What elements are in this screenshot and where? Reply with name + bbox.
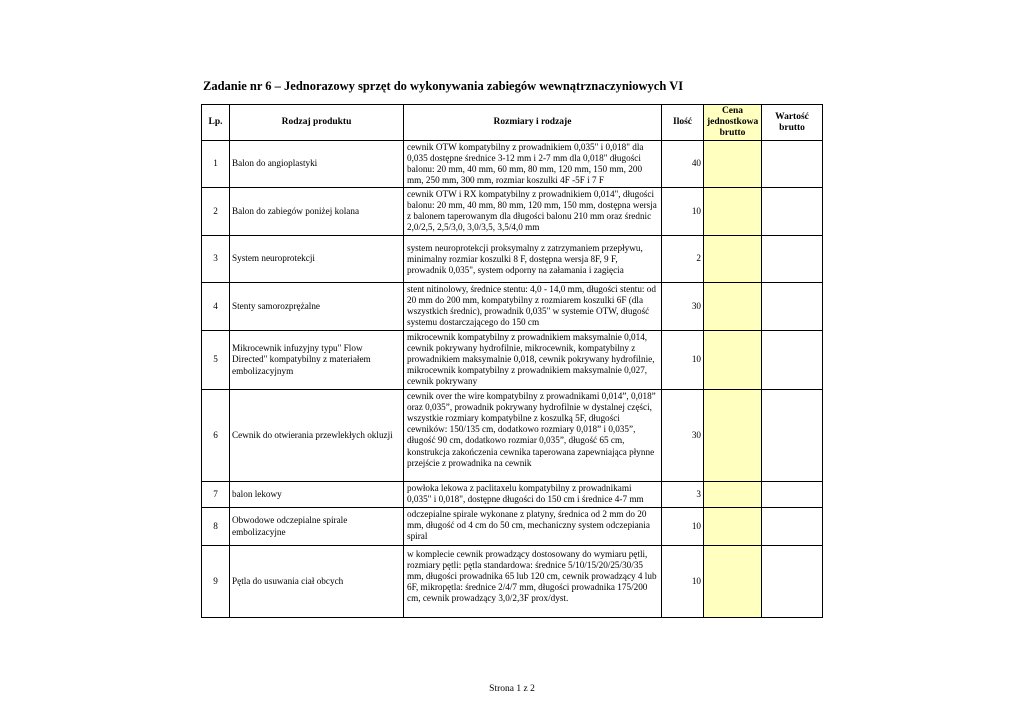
row-total-value-cell[interactable]: [762, 283, 823, 331]
table-row: [202, 546, 823, 618]
row-total-value-cell[interactable]: [762, 546, 823, 618]
row-product: System neuroprotekcji: [230, 236, 404, 283]
row-quantity: 30: [662, 283, 704, 331]
row-quantity: 10: [662, 331, 704, 390]
header-lp: Lp.: [202, 105, 230, 141]
row-lp: 2: [202, 188, 230, 236]
row-total-value-cell[interactable]: [762, 390, 823, 482]
header-total-value: Wartość brutto: [762, 105, 823, 141]
row-quantity: 40: [662, 141, 704, 188]
row-lp: 7: [202, 482, 230, 508]
row-sizes: [404, 283, 662, 331]
row-sizes: [404, 482, 662, 508]
row-sizes: [404, 390, 662, 482]
row-sizes-text: system neuroprotekcji proksymalny z zatrzymaniem przepływu, minimalny rozmiar koszulki 8 F, dostępna wersja 8F, 9 F, prowadnik 0,035", system odporny na załamania i zagięcia: [407, 242, 643, 275]
row-sizes-text: cewnik OTW i RX kompatybilny z prowadnikiem 0,014", długości balonu: 20 mm, 40 mm, 80 mm, 120 mm, 150 mm, dostępna wersja z balonem taperowanym dla długości balonu 210 mm oraz średnic 2,0/2,5, 2,5/3,0, 3,0/3,5, 3,5/4,0 mm: [407, 188, 657, 233]
row-sizes-text: powłoka lekowa z paclitaxelu kompatybilny z prowadnikami 0,035" i 0,018", dostępne długości do 150 cm i średnice 4-7 mm: [407, 482, 644, 504]
table-row: [202, 188, 823, 236]
row-quantity: 3: [662, 482, 704, 508]
table-row: [202, 482, 823, 508]
row-product: Pętla do usuwania ciał obcych: [230, 546, 404, 618]
row-sizes: [404, 508, 662, 546]
row-lp: 9: [202, 546, 230, 618]
row-unit-price-cell[interactable]: [704, 390, 762, 482]
row-product: Mikrocewnik infuzyjny typu" Flow Directed" kompatybilny z materiałem embolizacyjnym: [230, 331, 404, 390]
row-total-value-cell[interactable]: [762, 331, 823, 390]
row-unit-price-cell[interactable]: [704, 188, 762, 236]
row-quantity: 2: [662, 236, 704, 283]
row-total-value-cell[interactable]: [762, 141, 823, 188]
header-quantity: Ilość: [662, 105, 704, 141]
table-row: [202, 390, 823, 482]
row-sizes-text: cewnik OTW kompatybilny z prowadnikiem 0,035" i 0,018" dla 0,035 dostępne średnice 3-12 mm i 2-7 mm dla 0,018" długości balonu: 20 mm, 40 mm, 60 mm, 80 mm, 120 mm, 150 mm, 200 mm, 250 mm, 300 mm, rozmiar koszulki 4F -5F i 7 F: [407, 141, 644, 186]
row-quantity: 10: [662, 546, 704, 618]
row-quantity: 10: [662, 188, 704, 236]
row-sizes-text: odczepialne spirale wykonane z platyny, średnica od 2 mm do 20 mm, długość od 4 cm do 50 cm, mechaniczny system odczepiania spiral: [407, 508, 650, 541]
row-lp: 1: [202, 141, 230, 188]
row-sizes: [404, 331, 662, 390]
row-unit-price-cell[interactable]: [704, 508, 762, 546]
page-footer: Strona 1 z 2: [489, 684, 535, 694]
table-header-row: [202, 105, 823, 141]
table-row: [202, 283, 823, 331]
row-unit-price-cell[interactable]: [704, 283, 762, 331]
row-lp: 3: [202, 236, 230, 283]
row-product: Balon do angioplastyki: [230, 141, 404, 188]
row-sizes-text: w komplecie cewnik prowadzący dostosowany do wymiaru pętli, rozmiary pętli: pętla standardowa: średnice 5/10/15/20/25/30/35 mm, długości prowadnika 65 lub 120 cm, cewnik prowadzący 4 lub 6F, mikropętla: średnice 2/4/7 mm, długości prowadnika 175/200 cm, cewnik prowadzący 3,0/2,3F prox/dyst.: [407, 548, 657, 604]
row-lp: 8: [202, 508, 230, 546]
table-row: [202, 331, 823, 390]
row-unit-price-cell[interactable]: [704, 236, 762, 283]
header-product: Rodzaj produktu: [230, 105, 404, 141]
header-sizes: Rozmiary i rodzaje: [404, 105, 662, 141]
page-title: Zadanie nr 6 – Jednorazowy sprzęt do wykonywania zabiegów wewnątrznaczyniowych VI: [203, 79, 684, 93]
table-row: [202, 508, 823, 546]
row-total-value-cell[interactable]: [762, 236, 823, 283]
row-lp: 6: [202, 390, 230, 482]
table-row: [202, 236, 823, 283]
row-unit-price-cell[interactable]: [704, 546, 762, 618]
row-unit-price-cell[interactable]: [704, 141, 762, 188]
row-product: Balon do zabiegów poniżej kolana: [230, 188, 404, 236]
row-product: Obwodowe odczepialne spirale embolizacyjne: [230, 508, 404, 546]
row-sizes-text: stent nitinolowy, średnice stentu: 4,0 - 14,0 mm, długości stentu: od 20 mm do 200 mm, kompatybilny z rozmiarem koszulki 6F (dla wszystkich średnic), prowadnik 0,035" w systemie OTW, długość systemu dostarczającego do 150 cm: [407, 283, 656, 328]
row-sizes: [404, 546, 662, 618]
row-quantity: 10: [662, 508, 704, 546]
row-total-value-cell[interactable]: [762, 508, 823, 546]
row-sizes: [404, 236, 662, 283]
row-sizes: [404, 141, 662, 188]
row-unit-price-cell[interactable]: [704, 331, 762, 390]
product-table: [201, 104, 823, 618]
row-sizes-text: mikrocewnik kompatybilny z prowadnikiem maksymalnie 0,014, cewnik pokrywany hydrofilnie, mikrocewnik, kompatybilny z prowadnikiem maksymalnie 0,018, cewnik pokrywany hydrofilnie, mikrocewnik kompatybilny z prowadnikiem maksymalnie 0,027, cewnik pokrywany: [407, 331, 655, 387]
header-unit-price: Cena jednostkowa brutto: [704, 105, 762, 141]
row-total-value-cell[interactable]: [762, 188, 823, 236]
row-quantity: 30: [662, 390, 704, 482]
row-total-value-cell[interactable]: [762, 482, 823, 508]
row-unit-price-cell[interactable]: [704, 482, 762, 508]
row-product: balon lekowy: [230, 482, 404, 508]
row-product: Stenty samorozprężalne: [230, 283, 404, 331]
row-product: Cewnik do otwierania przewlekłych okluzji: [230, 390, 404, 482]
table-row: [202, 141, 823, 188]
row-sizes: [404, 188, 662, 236]
row-lp: 5: [202, 331, 230, 390]
row-sizes-text: cewnik over the wire kompatybilny z prowadnikami 0,014”, 0,018” oraz 0,035”, prowadnik pokrywany hydrofilnie w dystalnej części, wszystkie rozmiary kompatybilne z koszulką 5F, długości cewników: 150/135 cm, dodatkowo rozmiary 0,018” i 0,035”, długość 90 cm, dodatkowo rozmiar 0,035”, długość 65 cm, konstrukcja zakończenia cewnika taperowana zapewniająca płynne przejście z prowadnika na cewnik: [407, 390, 656, 468]
row-lp: 4: [202, 283, 230, 331]
